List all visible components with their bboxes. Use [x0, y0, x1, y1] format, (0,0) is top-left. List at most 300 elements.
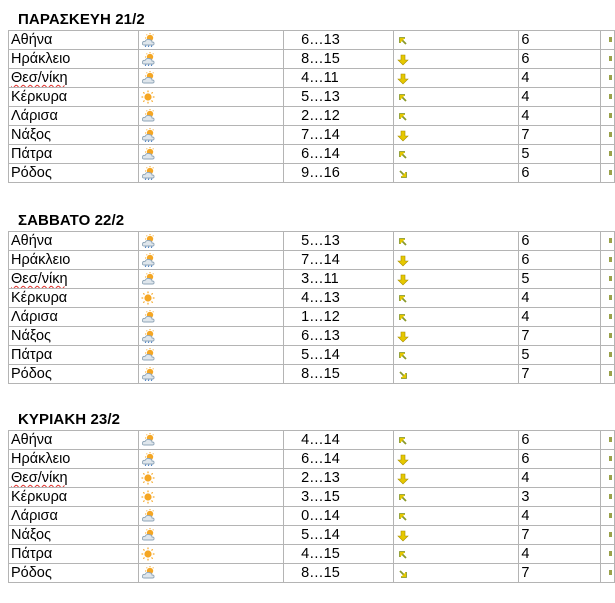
- sun-icon: [141, 490, 155, 504]
- city-cell: [9, 107, 139, 126]
- truncated-cell: [601, 346, 615, 365]
- weather-cell: [138, 346, 283, 365]
- weather-cell: [138, 545, 283, 564]
- wind-direction-cell: [393, 145, 519, 164]
- wind-direction-cell: [393, 346, 519, 365]
- wind-direction-cell: [393, 270, 519, 289]
- weather-cell: [138, 289, 283, 308]
- weather-cell: [138, 164, 283, 183]
- truncated-cell: [601, 564, 615, 583]
- weather-cell: [138, 232, 283, 251]
- clipped-icon: [609, 257, 612, 262]
- city-name: Πάτρα: [11, 146, 53, 162]
- wind-direction-cell: [393, 450, 519, 469]
- table-row: [9, 270, 615, 289]
- city-cell: [9, 270, 139, 289]
- down-arrow-icon: [397, 472, 409, 484]
- table-row: [9, 164, 615, 183]
- temperature-range: 7…14: [301, 127, 340, 143]
- city-cell: [9, 327, 139, 346]
- temperature-range: 4…15: [301, 546, 340, 562]
- city-name: Ηράκλειο: [11, 252, 71, 268]
- cloud-sun-icon: [141, 310, 155, 324]
- clipped-icon: [609, 113, 612, 118]
- table-row: [9, 327, 615, 346]
- truncated-cell: [601, 232, 615, 251]
- beaufort-value: 5: [521, 271, 530, 287]
- table-row: [9, 308, 615, 327]
- beaufort-cell: [519, 145, 601, 164]
- beaufort-cell: [519, 431, 601, 450]
- clipped-icon: [609, 295, 612, 300]
- clipped-icon: [609, 333, 612, 338]
- clipped-icon: [609, 456, 612, 461]
- beaufort-value: 7: [521, 366, 530, 382]
- beaufort-cell: [519, 126, 601, 145]
- temperature-cell: [284, 232, 394, 251]
- truncated-cell: [601, 251, 615, 270]
- temperature-range: 5…14: [301, 347, 340, 363]
- beaufort-cell: [519, 526, 601, 545]
- beaufort-value: 6: [521, 165, 530, 181]
- temperature-range: 6…13: [301, 328, 340, 344]
- temperature-range: 4…13: [301, 290, 340, 306]
- down-arrow-icon: [397, 330, 409, 342]
- city-cell: [9, 126, 139, 145]
- temperature-range: 9…16: [301, 165, 340, 181]
- wind-direction-cell: [393, 507, 519, 526]
- city-name: Αθήνα: [11, 233, 53, 249]
- temperature-range: 2…12: [301, 108, 340, 124]
- wind-direction-cell: [393, 31, 519, 50]
- beaufort-value: 5: [521, 146, 530, 162]
- city-name: Λάρισα: [11, 108, 58, 124]
- temperature-cell: [284, 289, 394, 308]
- clipped-icon: [609, 532, 612, 537]
- down-arrow-icon: [397, 453, 409, 465]
- beaufort-cell: [519, 507, 601, 526]
- city-cell: [9, 145, 139, 164]
- temperature-cell: [284, 88, 394, 107]
- temperature-cell: [284, 251, 394, 270]
- weather-cell: [138, 270, 283, 289]
- temperature-range: 5…14: [301, 527, 340, 543]
- temperature-cell: [284, 346, 394, 365]
- clipped-icon: [609, 475, 612, 480]
- beaufort-cell: [519, 308, 601, 327]
- temperature-cell: [284, 270, 394, 289]
- temperature-cell: [284, 545, 394, 564]
- table-row: [9, 545, 615, 564]
- cloud-sun-rain-icon: [141, 234, 155, 248]
- clipped-icon: [609, 170, 612, 175]
- beaufort-value: 6: [521, 51, 530, 67]
- cloud-sun-icon: [141, 528, 155, 542]
- temperature-range: 8…15: [301, 51, 340, 67]
- temperature-range: 3…15: [301, 489, 340, 505]
- temperature-cell: [284, 31, 394, 50]
- weather-cell: [138, 327, 283, 346]
- city-cell: [9, 31, 139, 50]
- temperature-range: 2…13: [301, 470, 340, 486]
- clipped-icon: [609, 513, 612, 518]
- clipped-icon: [609, 276, 612, 281]
- beaufort-value: 7: [521, 527, 530, 543]
- weather-cell: [138, 488, 283, 507]
- day-title: ΚΥΡΙΑΚΗ 23/2: [18, 411, 121, 428]
- truncated-cell: [601, 450, 615, 469]
- city-name: Ρόδος: [11, 165, 52, 181]
- beaufort-value: 4: [521, 290, 530, 306]
- table-row: [9, 88, 615, 107]
- nw-arrow-icon: [397, 235, 409, 247]
- city-cell: [9, 431, 139, 450]
- clipped-icon: [609, 56, 612, 61]
- cloud-sun-rain-icon: [141, 52, 155, 66]
- table-row: [9, 31, 615, 50]
- down-arrow-icon: [397, 53, 409, 65]
- day-title: ΣΑΒΒΑΤΟ 22/2: [18, 212, 125, 229]
- city-name: Αθήνα: [11, 32, 53, 48]
- wind-direction-cell: [393, 327, 519, 346]
- city-name: Λάρισα: [11, 508, 58, 524]
- truncated-cell: [601, 145, 615, 164]
- city-name: Ηράκλειο: [11, 451, 71, 467]
- temperature-cell: [284, 507, 394, 526]
- city-name: Ηράκλειο: [11, 51, 71, 67]
- temperature-cell: [284, 126, 394, 145]
- city-cell: [9, 365, 139, 384]
- beaufort-cell: [519, 289, 601, 308]
- city-name: Νάξος: [11, 127, 52, 143]
- weather-cell: [138, 107, 283, 126]
- down-arrow-icon: [397, 129, 409, 141]
- beaufort-value: 7: [521, 127, 530, 143]
- down-arrow-icon: [397, 72, 409, 84]
- cloud-sun-rain-icon: [141, 329, 155, 343]
- forecast-table: [8, 30, 615, 183]
- cloud-sun-rain-icon: [141, 367, 155, 381]
- clipped-icon: [609, 551, 612, 556]
- table-row: [9, 289, 615, 308]
- city-name: Νάξος: [11, 328, 52, 344]
- weather-cell: [138, 308, 283, 327]
- nw-arrow-icon: [397, 434, 409, 446]
- wind-direction-cell: [393, 488, 519, 507]
- day-title: ΠΑΡΑΣΚΕΥΗ 21/2: [18, 11, 145, 28]
- wind-direction-cell: [393, 526, 519, 545]
- cloud-sun-rain-icon: [141, 166, 155, 180]
- temperature-cell: [284, 69, 394, 88]
- truncated-cell: [601, 308, 615, 327]
- beaufort-cell: [519, 545, 601, 564]
- wind-direction-cell: [393, 545, 519, 564]
- cloud-sun-icon: [141, 509, 155, 523]
- beaufort-cell: [519, 107, 601, 126]
- nw-arrow-icon: [397, 349, 409, 361]
- city-name: Πάτρα: [11, 347, 53, 363]
- beaufort-cell: [519, 327, 601, 346]
- cloud-sun-icon: [141, 147, 155, 161]
- wind-direction-cell: [393, 232, 519, 251]
- nw-arrow-icon: [397, 311, 409, 323]
- temperature-range: 5…13: [301, 89, 340, 105]
- weather-cell: [138, 365, 283, 384]
- beaufort-cell: [519, 365, 601, 384]
- beaufort-cell: [519, 69, 601, 88]
- wind-direction-cell: [393, 69, 519, 88]
- city-cell: [9, 164, 139, 183]
- truncated-cell: [601, 327, 615, 346]
- temperature-range: 1…12: [301, 309, 340, 325]
- beaufort-cell: [519, 346, 601, 365]
- city-cell: [9, 50, 139, 69]
- truncated-cell: [601, 488, 615, 507]
- wind-direction-cell: [393, 564, 519, 583]
- cloud-sun-rain-icon: [141, 253, 155, 267]
- temperature-cell: [284, 365, 394, 384]
- city-name: Θεσ/νίκη: [11, 470, 68, 486]
- sun-icon: [141, 90, 155, 104]
- wind-direction-cell: [393, 107, 519, 126]
- table-row: [9, 232, 615, 251]
- truncated-cell: [601, 50, 615, 69]
- beaufort-cell: [519, 488, 601, 507]
- city-name: Ρόδος: [11, 366, 52, 382]
- temperature-cell: [284, 327, 394, 346]
- nw-arrow-icon: [397, 110, 409, 122]
- sw-arrow-icon: [397, 368, 409, 380]
- beaufort-cell: [519, 270, 601, 289]
- truncated-cell: [601, 88, 615, 107]
- table-row: [9, 450, 615, 469]
- beaufort-cell: [519, 232, 601, 251]
- clipped-icon: [609, 570, 612, 575]
- wind-direction-cell: [393, 50, 519, 69]
- beaufort-value: 7: [521, 328, 530, 344]
- weather-cell: [138, 251, 283, 270]
- nw-arrow-icon: [397, 34, 409, 46]
- temperature-range: 7…14: [301, 252, 340, 268]
- city-name: Θεσ/νίκη: [11, 271, 68, 287]
- city-cell: [9, 69, 139, 88]
- table-row: [9, 107, 615, 126]
- temperature-cell: [284, 50, 394, 69]
- wind-direction-cell: [393, 469, 519, 488]
- sun-icon: [141, 471, 155, 485]
- city-cell: [9, 346, 139, 365]
- temperature-range: 3…11: [301, 271, 339, 287]
- down-arrow-icon: [397, 529, 409, 541]
- table-row: [9, 431, 615, 450]
- city-cell: [9, 564, 139, 583]
- temperature-cell: [284, 488, 394, 507]
- temperature-range: 6…13: [301, 32, 340, 48]
- cloud-sun-icon: [141, 109, 155, 123]
- city-cell: [9, 251, 139, 270]
- table-row: [9, 69, 615, 88]
- table-row: [9, 145, 615, 164]
- beaufort-value: 6: [521, 451, 530, 467]
- clipped-icon: [609, 352, 612, 357]
- truncated-cell: [601, 270, 615, 289]
- city-cell: [9, 507, 139, 526]
- nw-arrow-icon: [397, 148, 409, 160]
- city-name: Κέρκυρα: [11, 489, 68, 505]
- sw-arrow-icon: [397, 167, 409, 179]
- temperature-cell: [284, 107, 394, 126]
- cloud-sun-rain-icon: [141, 452, 155, 466]
- weather-cell: [138, 50, 283, 69]
- clipped-icon: [609, 314, 612, 319]
- wind-direction-cell: [393, 365, 519, 384]
- beaufort-cell: [519, 164, 601, 183]
- temperature-cell: [284, 145, 394, 164]
- nw-arrow-icon: [397, 292, 409, 304]
- wind-direction-cell: [393, 164, 519, 183]
- beaufort-value: 7: [521, 565, 530, 581]
- beaufort-cell: [519, 31, 601, 50]
- beaufort-value: 5: [521, 347, 530, 363]
- clipped-icon: [609, 37, 612, 42]
- truncated-cell: [601, 164, 615, 183]
- sun-icon: [141, 547, 155, 561]
- wind-direction-cell: [393, 88, 519, 107]
- temperature-cell: [284, 526, 394, 545]
- weather-cell: [138, 526, 283, 545]
- truncated-cell: [601, 469, 615, 488]
- truncated-cell: [601, 431, 615, 450]
- temperature-range: 8…15: [301, 565, 340, 581]
- clipped-icon: [609, 75, 612, 80]
- beaufort-value: 4: [521, 470, 530, 486]
- temperature-cell: [284, 469, 394, 488]
- down-arrow-icon: [397, 273, 409, 285]
- beaufort-value: 6: [521, 252, 530, 268]
- table-row: [9, 469, 615, 488]
- clipped-icon: [609, 371, 612, 376]
- cloud-sun-icon: [141, 71, 155, 85]
- beaufort-value: 3: [521, 489, 530, 505]
- beaufort-value: 4: [521, 70, 530, 86]
- city-cell: [9, 308, 139, 327]
- city-cell: [9, 545, 139, 564]
- weather-cell: [138, 431, 283, 450]
- cloud-sun-rain-icon: [141, 128, 155, 142]
- cloud-sun-rain-icon: [141, 33, 155, 47]
- beaufort-value: 6: [521, 32, 530, 48]
- city-name: Θεσ/νίκη: [11, 70, 68, 86]
- cloud-sun-icon: [141, 348, 155, 362]
- truncated-cell: [601, 31, 615, 50]
- temperature-range: 6…14: [301, 451, 340, 467]
- table-row: [9, 346, 615, 365]
- city-cell: [9, 488, 139, 507]
- sun-icon: [141, 291, 155, 305]
- city-cell: [9, 88, 139, 107]
- temperature-range: 6…14: [301, 146, 340, 162]
- truncated-cell: [601, 526, 615, 545]
- nw-arrow-icon: [397, 491, 409, 503]
- forecast-table: [8, 430, 615, 583]
- city-cell: [9, 526, 139, 545]
- truncated-cell: [601, 365, 615, 384]
- forecast-table: [8, 231, 615, 384]
- city-name: Αθήνα: [11, 432, 53, 448]
- beaufort-value: 6: [521, 233, 530, 249]
- nw-arrow-icon: [397, 548, 409, 560]
- wind-direction-cell: [393, 289, 519, 308]
- truncated-cell: [601, 126, 615, 145]
- city-cell: [9, 289, 139, 308]
- beaufort-value: 4: [521, 89, 530, 105]
- weather-cell: [138, 69, 283, 88]
- clipped-icon: [609, 151, 612, 156]
- clipped-icon: [609, 132, 612, 137]
- clipped-icon: [609, 494, 612, 499]
- beaufort-value: 4: [521, 108, 530, 124]
- temperature-range: 5…13: [301, 233, 340, 249]
- beaufort-value: 4: [521, 309, 530, 325]
- truncated-cell: [601, 289, 615, 308]
- beaufort-value: 4: [521, 546, 530, 562]
- temperature-range: 4…11: [301, 70, 339, 86]
- beaufort-cell: [519, 469, 601, 488]
- beaufort-cell: [519, 50, 601, 69]
- temperature-cell: [284, 431, 394, 450]
- beaufort-cell: [519, 450, 601, 469]
- table-row: [9, 526, 615, 545]
- cloud-sun-icon: [141, 566, 155, 580]
- down-arrow-icon: [397, 254, 409, 266]
- table-row: [9, 50, 615, 69]
- city-cell: [9, 450, 139, 469]
- wind-direction-cell: [393, 251, 519, 270]
- nw-arrow-icon: [397, 91, 409, 103]
- temperature-range: 4…14: [301, 432, 340, 448]
- temperature-range: 0…14: [301, 508, 340, 524]
- wind-direction-cell: [393, 308, 519, 327]
- beaufort-cell: [519, 251, 601, 270]
- temperature-range: 8…15: [301, 366, 340, 382]
- weather-cell: [138, 145, 283, 164]
- city-name: Κέρκυρα: [11, 89, 68, 105]
- nw-arrow-icon: [397, 510, 409, 522]
- city-name: Πάτρα: [11, 546, 53, 562]
- truncated-cell: [601, 507, 615, 526]
- truncated-cell: [601, 545, 615, 564]
- table-row: [9, 251, 615, 270]
- clipped-icon: [609, 94, 612, 99]
- table-row: [9, 564, 615, 583]
- city-cell: [9, 232, 139, 251]
- weather-cell: [138, 126, 283, 145]
- city-cell: [9, 469, 139, 488]
- weather-cell: [138, 507, 283, 526]
- beaufort-cell: [519, 88, 601, 107]
- clipped-icon: [609, 437, 612, 442]
- truncated-cell: [601, 107, 615, 126]
- weather-cell: [138, 88, 283, 107]
- wind-direction-cell: [393, 431, 519, 450]
- beaufort-value: 6: [521, 432, 530, 448]
- temperature-cell: [284, 564, 394, 583]
- table-row: [9, 126, 615, 145]
- table-row: [9, 488, 615, 507]
- cloud-sun-icon: [141, 272, 155, 286]
- table-row: [9, 365, 615, 384]
- weather-cell: [138, 31, 283, 50]
